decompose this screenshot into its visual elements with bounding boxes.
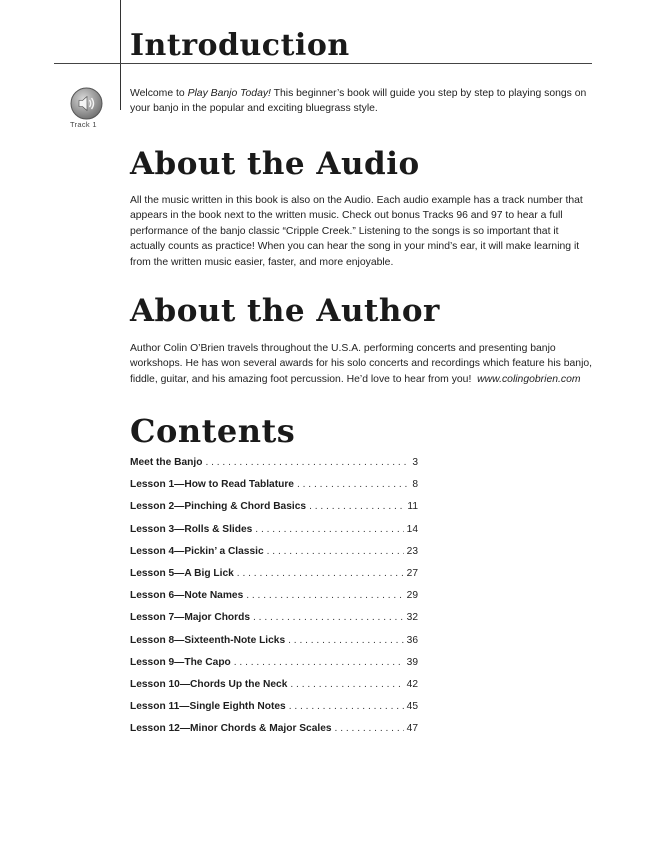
- toc-item-lesson-11[interactable]: [130, 701, 418, 723]
- toc-leader-dots: [290, 679, 403, 690]
- introduction-text: [130, 86, 596, 117]
- toc-item-lesson-10[interactable]: [130, 679, 418, 701]
- toc-item-lesson-9[interactable]: [130, 657, 418, 679]
- toc-item-page: 45: [406, 701, 418, 713]
- toc-item-title: Lesson 8—Sixteenth-Note Licks: [130, 634, 286, 646]
- toc-item-page: 3: [412, 457, 418, 468]
- toc-item-page: 14: [406, 523, 418, 535]
- toc-item-meet-the-banjo[interactable]: [130, 457, 418, 479]
- toc-leader-dots: [288, 635, 404, 646]
- toc-item-title: Lesson 11—Single Eighth Notes: [130, 701, 286, 713]
- toc-leader-dots: [253, 612, 404, 623]
- toc-item-lesson-8[interactable]: [130, 635, 418, 657]
- toc-item-title: Lesson 3—Rolls & Slides: [130, 523, 253, 535]
- toc-item-title: Lesson 5—A Big Lick: [130, 567, 234, 579]
- toc-item-title: Lesson 7—Major Chords: [130, 612, 251, 624]
- toc-item-page: 47: [406, 723, 418, 735]
- vertical-rule: [120, 0, 121, 110]
- toc-item-page: 8: [412, 479, 418, 491]
- toc-item-lesson-4[interactable]: [130, 546, 418, 568]
- toc-item-lesson-7[interactable]: [130, 612, 418, 634]
- toc-item-page: 36: [406, 634, 418, 646]
- toc-leader-dots: [289, 701, 404, 712]
- toc-item-page: 27: [406, 567, 418, 579]
- toc-item-page: 42: [406, 678, 418, 690]
- toc-item-lesson-3[interactable]: [130, 524, 418, 546]
- about-author-text: [130, 341, 596, 387]
- speaker-icon[interactable]: [70, 87, 103, 120]
- about-audio-text: All the music written in this book is also on the Audio. Each audio example has a track number that appears in the book next to the written music. Check out bonus Tracks 96 and 97 to hear a full performance of the banjo classic “Cripple Creek.” Listening to the songs is so important that it actually counts as practice! When you can hear the song in your mind’s ear, it will make learning it from the written music easier, faster, and more enjoyable.: [130, 195, 583, 268]
- toc-item-title: Lesson 1—How to Read Tablature: [130, 479, 294, 491]
- about-audio-heading: About the Audio: [130, 146, 420, 182]
- toc-item-title: Lesson 10—Chords Up the Neck: [130, 678, 288, 690]
- toc-item-lesson-2[interactable]: [130, 501, 418, 523]
- toc-leader-dots: [255, 524, 403, 535]
- toc-leader-dots: [297, 479, 409, 490]
- toc-item-page: 39: [406, 656, 418, 668]
- toc-item-lesson-12[interactable]: [130, 723, 418, 745]
- toc-leader-dots: [246, 590, 403, 601]
- toc-item-title: Lesson 9—The Capo: [130, 656, 231, 668]
- toc-item-lesson-1[interactable]: [130, 479, 418, 501]
- toc-item-lesson-6[interactable]: [130, 590, 418, 612]
- toc-leader-dots: [309, 501, 404, 512]
- intro-text-start: Welcome to: [130, 88, 188, 99]
- table-of-contents: [130, 457, 418, 745]
- author-bio: Author Colin O’Brien travels throughout the U.S.A. performing concerts and presenting banjo workshops. He has won several awards for his solo concerts and recordings which feature his banjo, fiddle, guitar, and his amazing foot percussion. He’d love to hear from you!: [130, 343, 593, 385]
- intro-text-end: This beginner’s book will guide you step by step to playing songs on your banjo in the popular and exciting bluegrass style.: [130, 88, 587, 115]
- toc-leader-dots: [234, 657, 404, 668]
- about-author-heading: About the Author: [130, 293, 440, 329]
- toc-leader-dots: [335, 723, 404, 734]
- toc-item-title: Lesson 2—Pinching & Chord Basics: [130, 501, 307, 513]
- toc-item-page: 23: [406, 545, 418, 557]
- book-title: Play Banjo Today!: [187, 88, 271, 99]
- toc-item-lesson-5[interactable]: [130, 568, 418, 590]
- track-label: Track 1: [70, 120, 97, 129]
- toc-item-title: Lesson 12—Minor Chords & Major Scales: [130, 723, 332, 735]
- toc-item-title: Meet the Banjo: [130, 457, 203, 468]
- toc-item-page: 32: [406, 612, 418, 624]
- toc-item-title: Lesson 6—Note Names: [130, 590, 244, 602]
- toc-item-page: 11: [407, 501, 418, 513]
- author-website-link[interactable]: www.colingobrien.com: [477, 373, 581, 385]
- toc-leader-dots: [267, 546, 404, 557]
- introduction-heading: Introduction: [130, 28, 350, 63]
- toc-item-page: 29: [406, 590, 418, 602]
- toc-item-title: Lesson 4—Pickin’ a Classic: [130, 545, 264, 557]
- toc-leader-dots: [237, 568, 404, 579]
- contents-heading: Contents: [130, 412, 296, 450]
- toc-leader-dots: [205, 457, 409, 468]
- horizontal-rule: [54, 63, 592, 64]
